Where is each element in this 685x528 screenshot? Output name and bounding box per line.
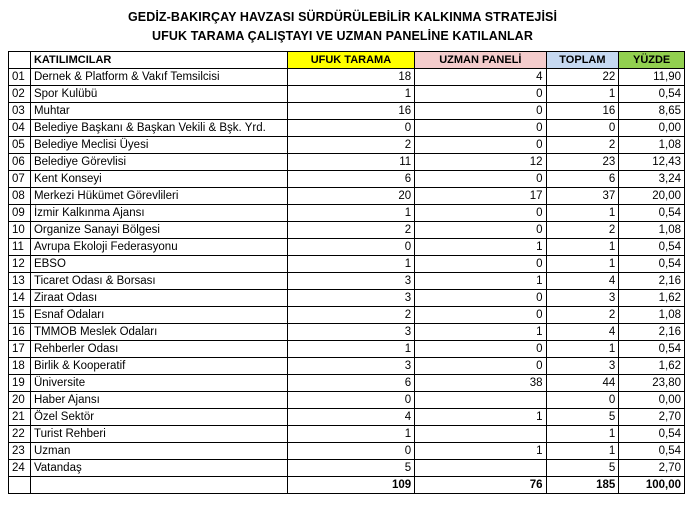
ufuk-tarama-value: 6 [287,375,414,392]
uzman-paneli-value: 0 [415,137,546,154]
table-row [9,69,685,86]
ufuk-tarama-value: 11 [287,154,414,171]
uzman-paneli-value [415,426,546,443]
yuzde-value: 0,54 [619,426,685,443]
table-row [9,188,685,205]
participant-name: İzmir Kalkınma Ajansı [30,205,287,222]
toplam-value: 1 [546,443,619,460]
participant-name: Esnaf Odaları [30,307,287,324]
participant-name: Organize Sanayi Bölgesi [30,222,287,239]
toplam-value: 5 [546,409,619,426]
yuzde-value: 0,54 [619,341,685,358]
uzman-paneli-value: 0 [415,222,546,239]
yuzde-value: 3,24 [619,171,685,188]
total-ufuk: 109 [287,477,414,494]
uzman-paneli-value: 0 [415,290,546,307]
row-number: 11 [9,239,31,256]
yuzde-value: 1,62 [619,290,685,307]
ufuk-tarama-value: 3 [287,290,414,307]
yuzde-value: 0,54 [619,239,685,256]
ufuk-tarama-value: 2 [287,307,414,324]
yuzde-value: 0,54 [619,205,685,222]
uzman-paneli-value: 1 [415,409,546,426]
table-row [9,290,685,307]
header-participants: KATILIMCILAR [30,52,287,69]
table-row [9,120,685,137]
yuzde-value: 20,00 [619,188,685,205]
toplam-value: 0 [546,392,619,409]
total-toplam: 185 [546,477,619,494]
yuzde-value: 2,70 [619,460,685,477]
header-yuzde: YÜZDE [619,52,685,69]
table-row [9,426,685,443]
participant-name: Haber Ajansı [30,392,287,409]
header-toplam: TOPLAM [546,52,619,69]
yuzde-value: 0,00 [619,392,685,409]
participant-name: Üniversite [30,375,287,392]
uzman-paneli-value: 4 [415,69,546,86]
participant-name: Uzman [30,443,287,460]
ufuk-tarama-value: 1 [287,205,414,222]
ufuk-tarama-value: 3 [287,324,414,341]
toplam-value: 37 [546,188,619,205]
row-number: 13 [9,273,31,290]
ufuk-tarama-value: 0 [287,392,414,409]
uzman-paneli-value: 0 [415,86,546,103]
toplam-value: 16 [546,103,619,120]
toplam-value: 2 [546,307,619,324]
participant-name: Ticaret Odası & Borsası [30,273,287,290]
toplam-value: 23 [546,154,619,171]
toplam-value: 1 [546,426,619,443]
table-row [9,443,685,460]
row-number: 21 [9,409,31,426]
table-row [9,154,685,171]
row-number: 20 [9,392,31,409]
toplam-value: 5 [546,460,619,477]
row-number: 12 [9,256,31,273]
row-number: 10 [9,222,31,239]
table-row [9,273,685,290]
uzman-paneli-value: 0 [415,171,546,188]
uzman-paneli-value: 38 [415,375,546,392]
yuzde-value: 1,62 [619,358,685,375]
table-row [9,86,685,103]
row-number: 24 [9,460,31,477]
row-number: 07 [9,171,31,188]
participant-name: Rehberler Odası [30,341,287,358]
ufuk-tarama-value: 1 [287,256,414,273]
yuzde-value: 2,70 [619,409,685,426]
participants-table [8,51,685,494]
toplam-value: 22 [546,69,619,86]
toplam-value: 2 [546,137,619,154]
participant-name: Belediye Görevlisi [30,154,287,171]
ufuk-tarama-value: 0 [287,120,414,137]
table-row [9,358,685,375]
row-number: 23 [9,443,31,460]
uzman-paneli-value: 0 [415,341,546,358]
uzman-paneli-value: 1 [415,239,546,256]
ufuk-tarama-value: 4 [287,409,414,426]
ufuk-tarama-value: 16 [287,103,414,120]
yuzde-value: 23,80 [619,375,685,392]
toplam-value: 2 [546,222,619,239]
table-row [9,171,685,188]
row-number: 04 [9,120,31,137]
toplam-value: 1 [546,341,619,358]
toplam-value: 0 [546,120,619,137]
participant-name: Belediye Başkanı & Başkan Vekili & Bşk. Yrd. [30,120,287,137]
participant-name: Vatandaş [30,460,287,477]
table-row [9,409,685,426]
total-number-cell [9,477,31,494]
table-row [9,460,685,477]
yuzde-value: 11,90 [619,69,685,86]
total-row [9,477,685,494]
participant-name: Kent Konseyi [30,171,287,188]
ufuk-tarama-value: 1 [287,86,414,103]
yuzde-value: 2,16 [619,324,685,341]
uzman-paneli-value: 1 [415,273,546,290]
row-number: 16 [9,324,31,341]
total-uzman: 76 [415,477,546,494]
ufuk-tarama-value: 3 [287,358,414,375]
row-number: 18 [9,358,31,375]
ufuk-tarama-value: 1 [287,341,414,358]
total-label-cell [30,477,287,494]
uzman-paneli-value: 0 [415,120,546,137]
participant-name: Muhtar [30,103,287,120]
toplam-value: 3 [546,358,619,375]
toplam-value: 1 [546,205,619,222]
ufuk-tarama-value: 0 [287,239,414,256]
yuzde-value: 0,54 [619,256,685,273]
header-number [9,52,31,69]
row-number: 19 [9,375,31,392]
row-number: 08 [9,188,31,205]
document-title: GEDİZ-BAKIRÇAY HAVZASI SÜRDÜRÜLEBİLİR KALKINMA STRATEJİSİ [127,10,558,24]
ufuk-tarama-value: 2 [287,137,414,154]
table-row [9,103,685,120]
ufuk-tarama-value: 1 [287,426,414,443]
ufuk-tarama-value: 18 [287,69,414,86]
table-row [9,137,685,154]
toplam-value: 4 [546,324,619,341]
uzman-paneli-value: 0 [415,358,546,375]
yuzde-value: 0,00 [619,120,685,137]
row-number: 01 [9,69,31,86]
participant-name: Özel Sektör [30,409,287,426]
ufuk-tarama-value: 3 [287,273,414,290]
header-ufuk-tarama: UFUK TARAMA [287,52,414,69]
uzman-paneli-value: 0 [415,103,546,120]
uzman-paneli-value: 0 [415,256,546,273]
table-row [9,375,685,392]
participant-name: Spor Kulübü [30,86,287,103]
ufuk-tarama-value: 0 [287,443,414,460]
table-row [9,239,685,256]
toplam-value: 1 [546,86,619,103]
total-yuzde: 100,00 [619,477,685,494]
participant-name: Avrupa Ekoloji Federasyonu [30,239,287,256]
yuzde-value: 8,65 [619,103,685,120]
yuzde-value: 2,16 [619,273,685,290]
uzman-paneli-value: 17 [415,188,546,205]
table-row [9,324,685,341]
yuzde-value: 1,08 [619,307,685,324]
row-number: 09 [9,205,31,222]
uzman-paneli-value: 1 [415,443,546,460]
participant-name: Ziraat Odası [30,290,287,307]
row-number: 22 [9,426,31,443]
table-row [9,307,685,324]
toplam-value: 1 [546,256,619,273]
row-number: 06 [9,154,31,171]
toplam-value: 4 [546,273,619,290]
table-row [9,205,685,222]
table-row [9,222,685,239]
uzman-paneli-value: 1 [415,324,546,341]
participant-name: TMMOB Meslek Odaları [30,324,287,341]
row-number: 14 [9,290,31,307]
header-uzman-paneli: UZMAN PANELİ [415,52,546,69]
toplam-value: 3 [546,290,619,307]
table-row [9,256,685,273]
toplam-value: 1 [546,239,619,256]
toplam-value: 44 [546,375,619,392]
ufuk-tarama-value: 2 [287,222,414,239]
table-row [9,341,685,358]
participant-name: Dernek & Platform & Vakıf Temsilcisi [30,69,287,86]
uzman-paneli-value: 0 [415,205,546,222]
yuzde-value: 1,08 [619,137,685,154]
header-row [9,52,685,69]
yuzde-value: 12,43 [619,154,685,171]
uzman-paneli-value: 12 [415,154,546,171]
participant-name: EBSO [30,256,287,273]
document-subtitle: UFUK TARAMA ÇALIŞTAYI VE UZMAN PANELİNE KATILANLAR [152,29,533,43]
yuzde-value: 0,54 [619,443,685,460]
uzman-paneli-value [415,460,546,477]
row-number: 02 [9,86,31,103]
participant-name: Turist Rehberi [30,426,287,443]
row-number: 17 [9,341,31,358]
toplam-value: 6 [546,171,619,188]
table-body [9,69,685,477]
yuzde-value: 1,08 [619,222,685,239]
ufuk-tarama-value: 20 [287,188,414,205]
row-number: 15 [9,307,31,324]
participant-name: Birlik & Kooperatif [30,358,287,375]
row-number: 05 [9,137,31,154]
yuzde-value: 0,54 [619,86,685,103]
ufuk-tarama-value: 5 [287,460,414,477]
participant-name: Merkezi Hükümet Görevlileri [30,188,287,205]
ufuk-tarama-value: 6 [287,171,414,188]
table-row [9,392,685,409]
participant-name: Belediye Meclisi Üyesi [30,137,287,154]
uzman-paneli-value: 0 [415,307,546,324]
row-number: 03 [9,103,31,120]
uzman-paneli-value [415,392,546,409]
